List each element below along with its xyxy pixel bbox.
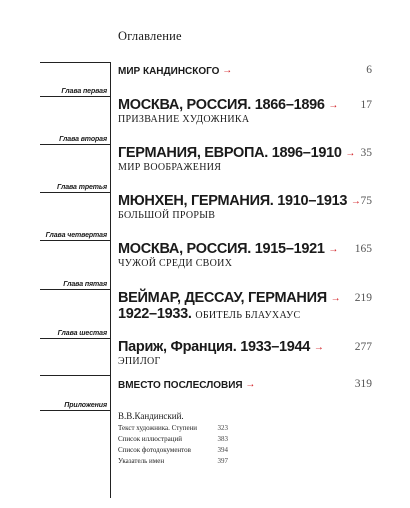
- chapter-subtitle: ЭПИЛОГ: [118, 356, 161, 367]
- page-number: 319: [354, 378, 372, 390]
- toc-entry-chapter-1[interactable]: МОСКВА, РОССИЯ. 1866–1896 →: [118, 97, 339, 113]
- appendix-item[interactable]: Список иллюстраций 383: [118, 435, 228, 443]
- arrow-right-icon: →: [330, 293, 341, 304]
- page-number: 17: [360, 99, 372, 111]
- separator-line: [40, 96, 110, 97]
- appendix-list: [118, 411, 228, 467]
- arrow-right-icon: →: [328, 244, 339, 255]
- separator-line: [40, 192, 110, 193]
- page-number: 277: [354, 341, 372, 353]
- separator-line: [40, 375, 110, 376]
- arrow-right-icon: →: [313, 342, 324, 353]
- chapter-subtitle: ПРИЗВАНИЕ ХУДОЖНИКА: [118, 114, 250, 125]
- chapter-subtitle: ОБИТЕЛЬ БЛАУХАУС: [195, 310, 301, 321]
- page-number: 75: [360, 195, 372, 207]
- separator-line: [40, 144, 110, 145]
- toc-entry-chapter-2[interactable]: ГЕРМАНИЯ, ЕВРОПА. 1896–1910 →: [118, 145, 356, 161]
- appendix-label: Приложения: [64, 402, 107, 409]
- separator-line: [40, 338, 110, 339]
- chapter-label: Глава вторая: [59, 136, 107, 143]
- chapter-label: Глава шестая: [57, 330, 107, 337]
- chapter-subtitle: ЧУЖОЙ СРЕДИ СВОИХ: [118, 258, 233, 269]
- arrow-right-icon: →: [328, 100, 339, 111]
- arrow-right-icon: →: [345, 148, 356, 159]
- separator-line: [40, 240, 110, 241]
- toc-entry-chapter-4[interactable]: МОСКВА, РОССИЯ. 1915–1921 →: [118, 241, 339, 257]
- toc-entry-chapter-5[interactable]: ВЕЙМАР, ДЕССАУ, ГЕРМАНИЯ →: [118, 290, 341, 306]
- chapter-subtitle: БОЛЬШОЙ ПРОРЫВ: [118, 210, 216, 221]
- chapter-label: Глава первая: [61, 88, 107, 95]
- toc-entry-intro[interactable]: МИР КАНДИНСКОГО →: [118, 65, 233, 77]
- arrow-right-icon: →: [350, 196, 361, 207]
- appendix-item[interactable]: Текст художника. Ступени 323: [118, 424, 228, 432]
- chapter-label: Глава четвертая: [45, 232, 107, 239]
- separator-line: [40, 410, 110, 411]
- appendix-item[interactable]: Указатель имен 397: [118, 457, 228, 465]
- separator-line: [40, 289, 110, 290]
- toc-entry-chapter-6[interactable]: Париж, Франция. 1933–1944 →: [118, 339, 324, 355]
- chapter-label: Глава пятая: [63, 281, 107, 288]
- arrow-right-icon: →: [222, 65, 233, 76]
- page-number: 35: [360, 147, 372, 159]
- appendix-item[interactable]: Список фотодокументов 394: [118, 446, 228, 454]
- toc-entry-chapter-3[interactable]: МЮНХЕН, ГЕРМАНИЯ. 1910–1913 →: [118, 193, 361, 209]
- page-number: 6: [366, 64, 372, 76]
- separator-line: [40, 62, 110, 63]
- vertical-rule: [110, 62, 111, 498]
- chapter-subtitle: МИР ВООБРАЖЕНИЯ: [118, 162, 222, 173]
- chapter-label: Глава третья: [57, 184, 107, 191]
- appendix-heading: В.В.Кандинский.: [118, 411, 184, 421]
- toc-entry-chapter-5-line-2: 1922–1933. ОБИТЕЛЬ БЛАУХАУС: [118, 306, 301, 322]
- page-title: Оглавление: [118, 29, 182, 43]
- page-number: 219: [354, 292, 372, 304]
- toc-entry-afterword[interactable]: ВМЕСТО ПОСЛЕСЛОВИЯ →: [118, 379, 256, 391]
- arrow-right-icon: →: [245, 379, 256, 390]
- page-number: 165: [354, 243, 372, 255]
